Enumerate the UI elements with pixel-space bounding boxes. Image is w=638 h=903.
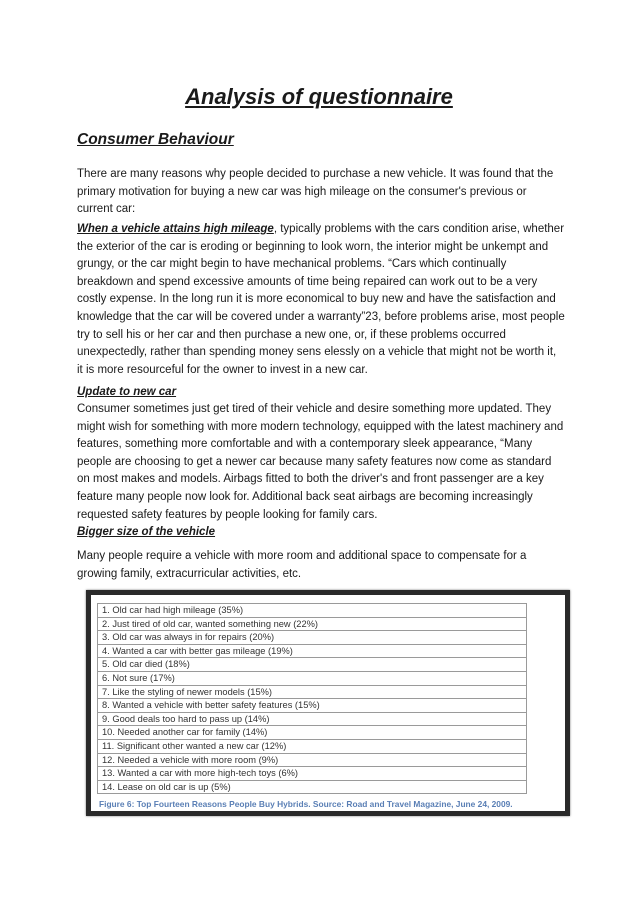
- reason-item: 8. Wanted a vehicle with better safety features (15%): [97, 698, 527, 712]
- bigger-size-heading: Bigger size of the vehicle: [77, 526, 216, 538]
- bigger-size-paragraph: Many people require a vehicle with more room and additional space to compensate for a growing family, extracurricular activities, etc.: [77, 550, 527, 580]
- mileage-paragraph: [77, 221, 565, 379]
- reason-item: 3. Old car was always in for repairs (20%): [97, 630, 527, 644]
- reasons-figure: [86, 590, 570, 816]
- reasons-list: [97, 603, 527, 794]
- reason-item: 7. Like the styling of newer models (15%): [97, 685, 527, 699]
- mileage-lead: When a vehicle attains high mileage: [77, 223, 274, 235]
- reason-item: 4. Wanted a car with better gas mileage (19%): [97, 644, 527, 658]
- reason-item: 2. Just tired of old car, wanted something new (22%): [97, 617, 527, 631]
- reason-item: 1. Old car had high mileage (35%): [97, 603, 527, 617]
- intro-paragraph: There are many reasons why people decided to purchase a new vehicle. It was found that the primary motivation for buying a new car was high mileage on the consumer's previous or current car:: [77, 168, 554, 216]
- update-paragraph: Consumer sometimes just get tired of their vehicle and desire something more updated. They might wish for something with more modern technology, equipped with the latest machinery and features, something more comfortable and with a contemporary sleek appearance, “Many people are choosing to get a newer car because many safety features now come as standard on most makes and models. Airbags fitted to both the driver's and front passenger are a key feature many people now look for. Additional back seat airbags are becoming increasingly requested safety features by people looking for family cars.: [77, 403, 564, 521]
- reason-item: 9. Good deals too hard to pass up (14%): [97, 712, 527, 726]
- page-title: Analysis of questionnaire: [185, 84, 453, 109]
- reason-item: 10. Needed another car for family (14%): [97, 725, 527, 739]
- reason-item: 12. Needed a vehicle with more room (9%): [97, 753, 527, 767]
- mileage-body: , typically problems with the cars condition arise, whether the exterior of the car is eroding or beginning to look worn, the interior might be unkempt and grungy, or the car might begin to have mechanical problems. “Cars which continually breakdown and spend excessive amounts of time being repaired can work out to be a very costly expense. In the long run it is more economical to buy new and have the satisfaction and knowledge that the car will be covered under a warranty”23, before problems arise, most people try to sell his or her car and then purchase a new one, or, if these problems occurred unexpectedly, rather than spending money sens elessly on a vehicle that might not be worth it, it is more resourceful for the owner to invest in a new car.: [77, 223, 565, 376]
- figure-caption: Figure 6: Top Fourteen Reasons People Buy Hybrids. Source: Road and Travel Magazine, June 24, 2009.: [99, 799, 513, 809]
- reason-item: 13. Wanted a car with more high-tech toys (6%): [97, 766, 527, 780]
- reason-item: 5. Old car died (18%): [97, 657, 527, 671]
- reason-item: 11. Significant other wanted a new car (12%): [97, 739, 527, 753]
- reason-item: 6. Not sure (17%): [97, 671, 527, 685]
- reason-item: 14. Lease on old car is up (5%): [97, 780, 527, 795]
- update-heading: Update to new car: [77, 386, 177, 398]
- section-heading-consumer-behaviour: Consumer Behaviour: [77, 131, 234, 148]
